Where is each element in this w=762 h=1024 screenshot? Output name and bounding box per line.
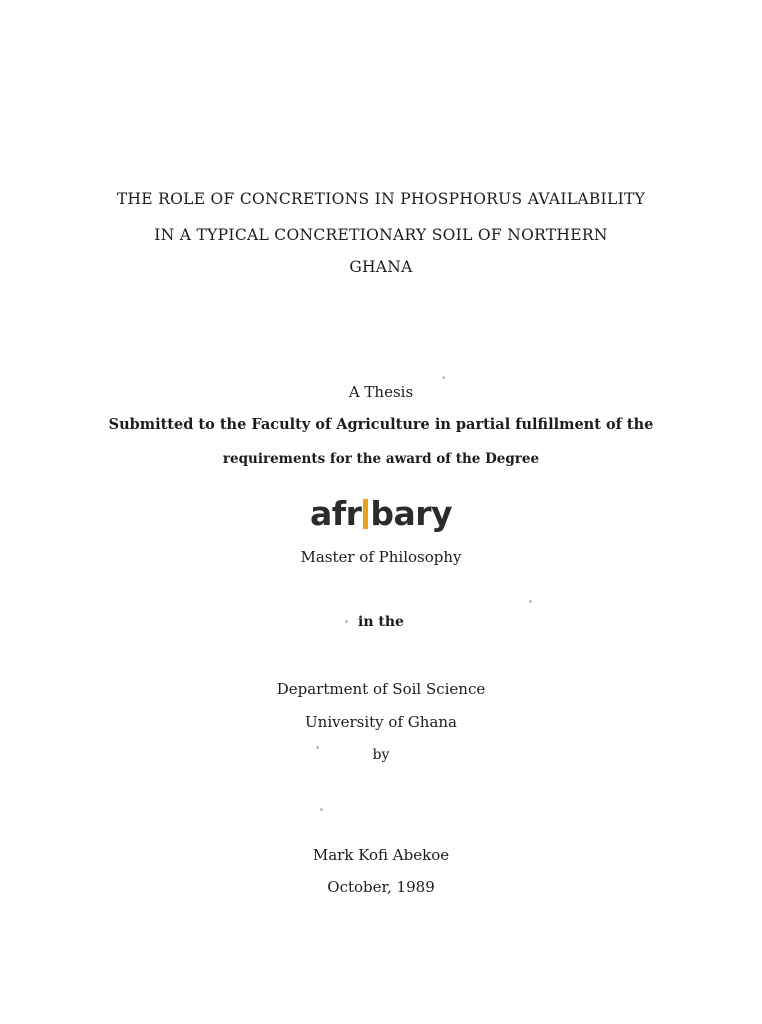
department-name: Department of Soil Science	[276, 680, 486, 698]
submission-statement: Submitted to the Faculty of Agriculture in partial fulfillment of the	[108, 416, 654, 433]
afribary-logo	[0, 494, 762, 534]
scan-speck	[345, 620, 348, 623]
submission-date: October, 1989	[327, 878, 435, 896]
thesis-label: A Thesis	[348, 383, 414, 401]
by-label: by	[372, 747, 390, 763]
scan-speck	[529, 600, 532, 603]
title-line-1: THE ROLE OF CONCRETIONS IN PHOSPHORUS AVAILABILITY	[116, 190, 646, 208]
degree-name: Master of Philosophy	[300, 548, 462, 566]
logo-text-left: afr	[309, 494, 362, 533]
scan-speck	[442, 376, 445, 379]
university-name: University of Ghana	[305, 713, 457, 731]
in-the-label: in the	[358, 614, 404, 630]
scan-speck	[316, 746, 319, 749]
logo-text-right: bary	[370, 494, 453, 533]
author-name: Mark Kofi Abekoe	[312, 846, 450, 864]
title-line-2: IN A TYPICAL CONCRETIONARY SOIL OF NORTHERN	[154, 226, 608, 244]
title-line-3: GHANA	[349, 258, 413, 276]
logo-accent-mark	[363, 499, 368, 529]
degree-requirements: requirements for the award of the Degree	[222, 451, 540, 467]
scan-speck	[320, 808, 323, 811]
